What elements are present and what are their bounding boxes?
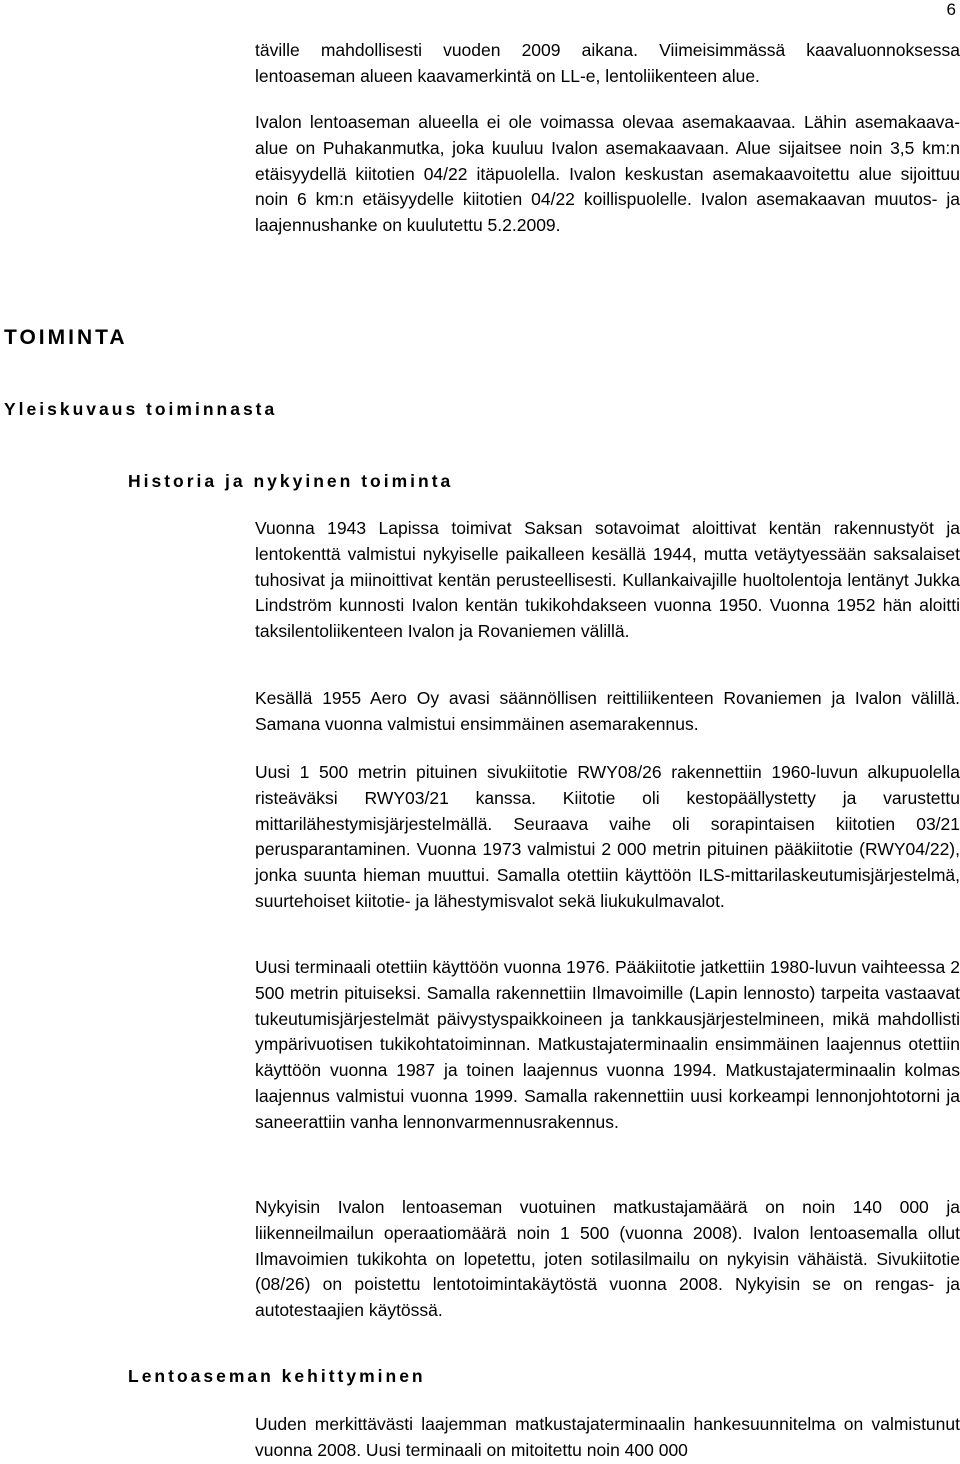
paragraph-historia-1943: Vuonna 1943 Lapissa toimivat Saksan sotavoimat aloittivat kentän rakennustyöt ja lentokenttä valmistui nykyiselle paikalleen kesällä 1944, mutta vetäytyessään saksalaiset tuhosivat ja miinoittivat kentän perusteellisesti. Kullankaivajille huoltolentoja lentänyt Jukka Lindström kunnosti Ivalon kentän tukikohdakseen vuonna 1950. Vuonna 1952 hän aloitti taksilentoliikenteen Ivalon ja Rovaniemen välillä.	[255, 518, 960, 642]
paragraph-historia-1976: Uusi terminaali otettiin käyttöön vuonna 1976. Pääkiitotie jatkettiin 1980-luvun vaihteessa 2 500 metrin pituiseksi. Samalla rakennettiin Ilmavoimille (Lapin lennosto) tarpeita vastaavat tukeutumisjärjestelmät päivystyspaikkoineen ja tankkausjärjestelmineen, mikä mahdollisti ympärivuotisen tukikohtatoiminnan. Matkustajaterminaalin ensimmäinen laajennus otettiin käyttöön vuonna 1987 ja toinen laajennus vuonna 1994. Matkustajaterminaalin kolmas laajennus valmistui vuonna 1999. Samalla rakennettiin uusi korkeampi lennonjohtotorni ja saneerattiin vanha lennonvarmennusrakennus.	[255, 957, 960, 1132]
paragraph-kehittyminen: Uuden merkittävästi laajemman matkustajaterminaalin hankesuunnitelma on valmistunut vuonna 2008. Uusi terminaali on mitoitettu noin 400 000	[255, 1414, 960, 1460]
heading-toiminta: TOIMINTA	[4, 326, 128, 349]
paragraph-historia-1960: Uusi 1 500 metrin pituinen sivukiitotie RWY08/26 rakennettiin 1960-luvun alkupuolella risteäväksi RWY03/21 kanssa. Kiitotie oli kestopäällystetty ja varustettu mittarilähestymisjärjestelmällä. Seuraava vaihe oli sorapintaisen kiitotien 03/21 perusparantaminen. Vuonna 1973 valmistui 2 000 metrin pituinen pääkiitotie (RWY04/22), jonka suunta hieman muuttui. Samalla otettiin käyttöön ILS-mittarilaskeutumisjärjestelmä, suurtehoiset kiitotie- ja lähestymisvalot sekä liukukulmavalot.	[255, 762, 960, 911]
heading-historia: Historia ja nykyinen toiminta	[128, 471, 454, 491]
page-number: 6	[946, 0, 956, 19]
paragraph-kaavoitus-end: täville mahdollisesti vuoden 2009 aikana. Viimeisimmässä kaavaluonnoksessa lentoaseman alueen kaavamerkintä on LL-e, lentoliikenteen alue.	[255, 40, 960, 86]
paragraph-nykyisin: Nykyisin Ivalon lentoaseman vuotuinen matkustajamäärä on noin 140 000 ja liikenneilmailun operaatiomäärä noin 1 500 (vuonna 2008). Ivalon lentoasemalla ollut Ilmavoimien tukikohta on lopetettu, joten sotilasilmailu on nykyisin vähäistä. Sivukiitotie (08/26) on poistettu lentotoimintakäytöstä vuonna 2008. Nykyisin se on rengas- ja autotestaajien käytössä.	[255, 1197, 960, 1321]
heading-yleiskuvaus: Yleiskuvaus toiminnasta	[4, 399, 278, 419]
heading-kehittyminen: Lentoaseman kehittyminen	[128, 1366, 426, 1386]
paragraph-historia-1955: Kesällä 1955 Aero Oy avasi säännöllisen reittiliikenteen Rovaniemen ja Ivalon välillä. Samana vuonna valmistui ensimmäinen asemarakennus.	[255, 688, 960, 734]
paragraph-asemakaava: Ivalon lentoaseman alueella ei ole voimassa olevaa asemakaavaa. Lähin asemakaava-alue on Puhakanmutka, joka kuuluu Ivalon asemakaavaan. Alue sijaitsee noin 3,5 km:n etäisyydellä kiitotien 04/22 itäpuolella. Ivalon keskustan asemakaavoitettu alue sijoittuu noin 6 km:n etäisyydelle kiitotien 04/22 koillispuolelle. Ivalon asemakaavan muutos- ja laajennushanke on kuulutettu 5.2.2009.	[255, 112, 960, 236]
